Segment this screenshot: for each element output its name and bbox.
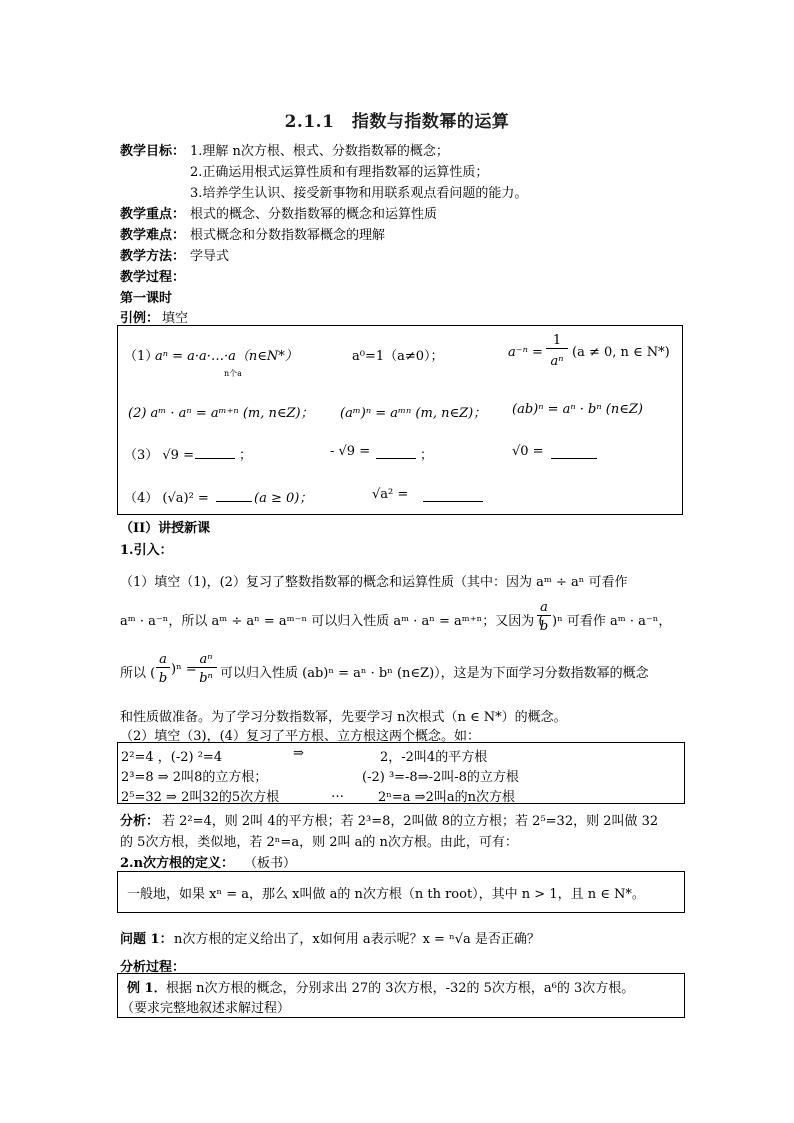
analysis-line: 若 2²=4，则 2叫 4的平方根；若 2³=8，2叫做 8的立方根；若 2⁵=32，则 2叫做 32 xyxy=(162,814,659,829)
zero-power-formula: a⁰=1（a≠0）； xyxy=(352,349,444,364)
paragraph-line: )ⁿ 可看作 aᵐ · a⁻ⁿ， xyxy=(552,614,672,629)
intro-example-label: 引例： xyxy=(120,311,160,326)
product-rule: (2) aᵐ · aⁿ = aᵐ⁺ⁿ (m, n∈Z)； xyxy=(128,406,314,421)
objective-item: 1.理解 n次方根、根式、分数指数幂的概念； xyxy=(190,144,449,159)
intro-title: 1.引入： xyxy=(120,543,173,558)
n-factors-label: n个a xyxy=(224,369,242,378)
analysis-line: 的 5次方根，类似地，若 2ⁿ=a，则 2叫 a的 n次方根。由此，可有： xyxy=(120,835,518,850)
question-label: 问题 1： xyxy=(120,932,173,947)
fraction-numerator: a xyxy=(537,600,551,616)
method-label: 教学方法： xyxy=(120,249,186,264)
cube-root-example: 2³=8 ⇒ 2叫8的立方根； xyxy=(121,770,268,785)
fraction-denominator: b xyxy=(539,619,549,634)
key-points-text: 根式的概念、分数指数幂的概念和运算性质 xyxy=(190,207,438,222)
neg-sqrt-9-item: - √9 = xyxy=(330,444,371,459)
example-label: 例 1． xyxy=(127,981,167,996)
paragraph-line: 和性质做准备。为了学习分数指数幂，先要学习 n次根式（n ∈ N*）的概念。 xyxy=(120,710,567,725)
difficulty-text: 根式概念和分数指数幂概念的理解 xyxy=(190,228,386,243)
power-rule: (aᵐ)ⁿ = aᵐⁿ (m, n∈Z)； xyxy=(340,406,487,421)
answer-blank xyxy=(423,487,483,502)
page-title: 2.1.1 指数与指数幂的运算 xyxy=(284,112,510,132)
negative-power-lhs: a⁻ⁿ = xyxy=(508,345,543,360)
analysis-process-label: 分析过程： xyxy=(120,960,186,975)
fifth-root-example: 2⁵=32 ⇒ 2叫32的5次方根 xyxy=(121,790,280,805)
square-root-result: 2，-2叫4的平方根 xyxy=(380,750,488,765)
paragraph-line: （1）填空（1)，(2）复习了整数指数幂的概念和运算性质（其中：因为 aᵐ ÷ aⁿ 可看作 xyxy=(120,575,628,590)
paragraph-line: 所以 ( xyxy=(120,666,156,681)
sqrt-0-item: √0 = xyxy=(512,444,544,459)
objective-item: 3.培养学生认识、接受新事物和用联系观点看问题的能力。 xyxy=(190,186,528,201)
fill-item-1: （1） xyxy=(124,349,159,364)
ellipsis: … xyxy=(331,786,344,801)
answer-blank xyxy=(376,444,416,459)
fraction-numerator: aⁿ xyxy=(195,652,217,668)
paragraph-line: （2）填空（3)，(4）复习了平方根、立方根这两个概念。如： xyxy=(120,729,480,744)
method-text: 学导式 xyxy=(190,249,230,264)
paragraph-line: aᵐ · a⁻ⁿ，所以 aᵐ ÷ aⁿ = aᵐ⁻ⁿ 可以归入性质 aᵐ · aⁿ = aᵐ⁺ⁿ；又因为 ( xyxy=(120,614,544,629)
sqrt-9-item: （3） √9 = xyxy=(124,448,194,463)
sqrt-a-condition: (a ≥ 0)； xyxy=(254,491,313,506)
sqrt-of-a-squared: √a² = xyxy=(372,487,409,502)
fraction-numerator: a xyxy=(156,652,170,668)
analysis-label: 分析： xyxy=(120,814,160,829)
key-points-label: 教学重点： xyxy=(120,207,186,222)
negative-power-numerator: 1 xyxy=(546,333,568,349)
process-label: 教学过程： xyxy=(120,270,186,285)
implies-arrow: ⇒ xyxy=(293,746,304,761)
neg-cube-root-example: (-2) ³=-8⇒-2叫-8的立方根 xyxy=(362,770,519,785)
negative-power-condition: (a ≠ 0, n ∈ N*) xyxy=(572,345,670,360)
example-text: （要求完整地叙述求解过程） xyxy=(121,1001,291,1016)
paragraph-line: 可以归入性质 (ab)ⁿ = aⁿ · bⁿ (n∈Z)），这是为下面学习分数指数幂的概念 xyxy=(220,666,649,681)
section-title: （II）讲授新课 xyxy=(120,521,211,536)
fraction-denominator: b xyxy=(158,671,168,686)
lesson-label: 第一课时 xyxy=(120,291,173,306)
square-root-example: 2²=4 ，(-2) ²=4 xyxy=(121,750,223,765)
nth-root-example: 2ⁿ=a ⇒2叫a的n次方根 xyxy=(378,790,515,805)
difficulty-label: 教学难点： xyxy=(120,228,186,243)
objectives-label: 教学目标： xyxy=(120,144,186,159)
paragraph-line: )ⁿ = xyxy=(171,662,197,677)
power-definition-formula: aⁿ = a·a·…·a（n∈N*） xyxy=(155,349,298,364)
sqrt-a-squared-item: （4） (√a)² = xyxy=(124,491,209,506)
definition-note: （板书） xyxy=(244,856,297,871)
negative-power-denominator: aⁿ xyxy=(550,354,564,369)
definition-text: 一般地，如果 xⁿ = a，那么 x叫做 a的 n次方根（n th root），其中 n > 1，且 n ∈ N*。 xyxy=(127,887,645,902)
product-power-rule: (ab)ⁿ = aⁿ · bⁿ (n∈Z) xyxy=(512,402,643,417)
fraction-denominator: bⁿ xyxy=(199,671,213,686)
example-text: 根据 n次方根的概念，分别求出 27的 3次方根，-32的 5次方根，a⁶的 3次方根。 xyxy=(166,981,635,996)
answer-blank xyxy=(216,487,252,502)
objective-item: 2.正确运用根式运算性质和有理指数幂的运算性质； xyxy=(190,165,489,180)
answer-blank xyxy=(195,444,235,459)
question-text: n次方根的定义给出了，x如何用 a表示呢？x = ⁿ√a 是否正确？ xyxy=(174,932,540,947)
definition-title: 2.n次方根的定义： xyxy=(120,856,235,871)
answer-blank xyxy=(551,444,597,459)
intro-example-text: 填空 xyxy=(162,311,189,326)
